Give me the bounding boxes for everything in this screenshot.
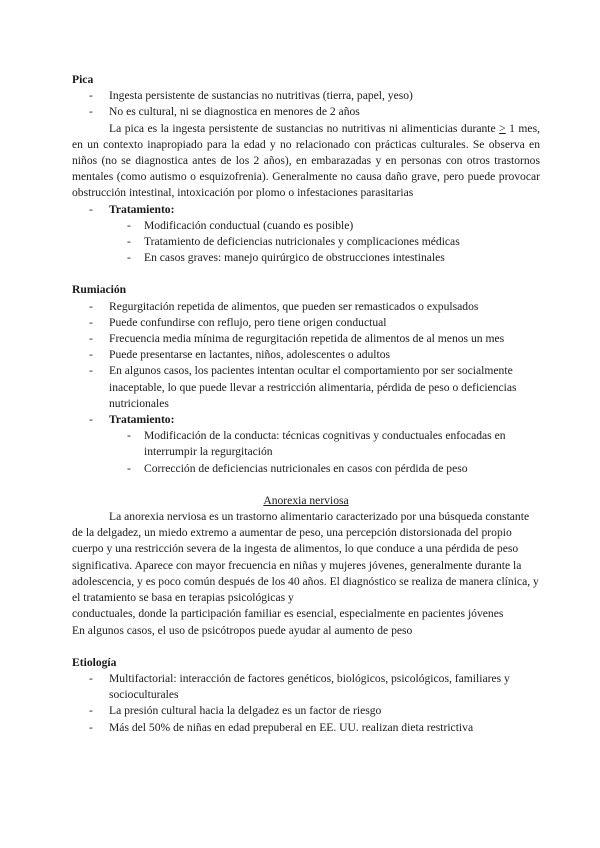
section-spacer: [72, 639, 540, 655]
rumiacion-treatment-label: Tratamiento:: [109, 413, 175, 427]
pica-treatment-list: [72, 202, 540, 267]
anorexia-title: Anorexia nerviosa: [263, 493, 349, 507]
list-item: - Puede confundirse con reflujo, pero tiene origen conductual: [72, 315, 540, 331]
pica-treatment-sublist: [109, 218, 540, 267]
rumiacion-heading: Rumiación: [72, 283, 127, 297]
list-item: - Corrección de deficiencias nutricionales en casos con pérdida de peso: [109, 461, 540, 477]
anorexia-paragraph: La anorexia nerviosa es un trastorno alimentario caracterizado por una búsqueda constante de la delgadez, un miedo extremo a aumentar de peso, una percepción distorsionada del propio cuerpo y una restricción severa de la ingesta de alimentos, lo que conduce a una pérdida de peso significativa. Aparece con mayor frecuencia en niñas y mujeres jóvenes, generalmente durante la adolescencia, y es poco común después de los 40 años. El diagnóstico se realiza de manera clínica, y el tratamiento se basa en terapias psicológicas y: [72, 510, 539, 605]
rumiacion-bullet-list: [72, 299, 540, 477]
list-item: - Multifactorial: interacción de factores genéticos, biológicos, psicológicos, familiares y socioculturales: [72, 671, 540, 703]
pica-paragraph-text-b: 1 mes, en un contexto inapropiado para la edad y no relacionado con prácticas culturales. Se observa en niños (no se diagnostica antes de los 2 años), en embarazadas y en personas con otros trastornos mentales (como autismo o esquizofrenia). Generalmente no causa daño grave, pero puede provocar obstrucción intestinal, intoxicación por plomo o infestaciones parasitarias: [72, 121, 540, 200]
anorexia-paragraph-continuation: conductuales, donde la participación familiar es esencial, especialmente en pacientes jóvenes: [72, 607, 504, 621]
etiologia-heading: Etiología: [72, 655, 117, 669]
list-item: [72, 412, 540, 477]
pica-bullet-list: [72, 88, 540, 120]
pica-treatment-label: Tratamiento:: [109, 202, 175, 216]
section-spacer: [72, 266, 540, 282]
list-item: - Modificación de la conducta: técnicas cognitivas y conductuales enfocadas en interrumpir la regurgitación: [109, 428, 540, 460]
greater-equal-symbol: >: [499, 121, 506, 135]
anorexia-paragraph-last: En algunos casos, el uso de psicótropos puede ayudar al aumento de peso: [72, 623, 413, 637]
list-item: - En casos graves: manejo quirúrgico de obstrucciones intestinales: [109, 250, 540, 266]
list-item: - Modificación conductual (cuando es posible): [109, 218, 540, 234]
list-item: - Más del 50% de niñas en edad prepuberal en EE. UU. realizan dieta restrictiva: [72, 720, 540, 736]
etiologia-bullet-list: [72, 671, 540, 736]
list-item: - En algunos casos, los pacientes intentan ocultar el comportamiento por ser socialmente inaceptable, lo que puede llevar a restricción alimentaria, pérdida de peso o deficiencias nutricionales: [72, 363, 540, 412]
section-spacer: [72, 477, 540, 493]
list-item: - La presión cultural hacia la delgadez es un factor de riesgo: [72, 703, 540, 719]
list-item: - No es cultural, ni se diagnostica en menores de 2 años: [72, 104, 540, 120]
list-item: [72, 202, 540, 267]
list-item: - Ingesta persistente de sustancias no nutritivas (tierra, papel, yeso): [72, 88, 540, 104]
pica-paragraph: [72, 121, 540, 202]
pica-paragraph-text-a: La pica es la ingesta persistente de sustancias no nutritivas ni alimenticias durante: [109, 121, 500, 135]
list-item: - Regurgitación repetida de alimentos, que pueden ser remasticados o expulsados: [72, 299, 540, 315]
rumiacion-treatment-sublist: [109, 428, 540, 477]
list-item: - Tratamiento de deficiencias nutricionales y complicaciones médicas: [109, 234, 540, 250]
pica-heading: Pica: [72, 73, 94, 86]
list-item: - Frecuencia media mínima de regurgitación repetida de alimentos de al menos un mes: [72, 331, 540, 347]
list-item: - Puede presentarse en lactantes, niños, adolescentes o adultos: [72, 347, 540, 363]
